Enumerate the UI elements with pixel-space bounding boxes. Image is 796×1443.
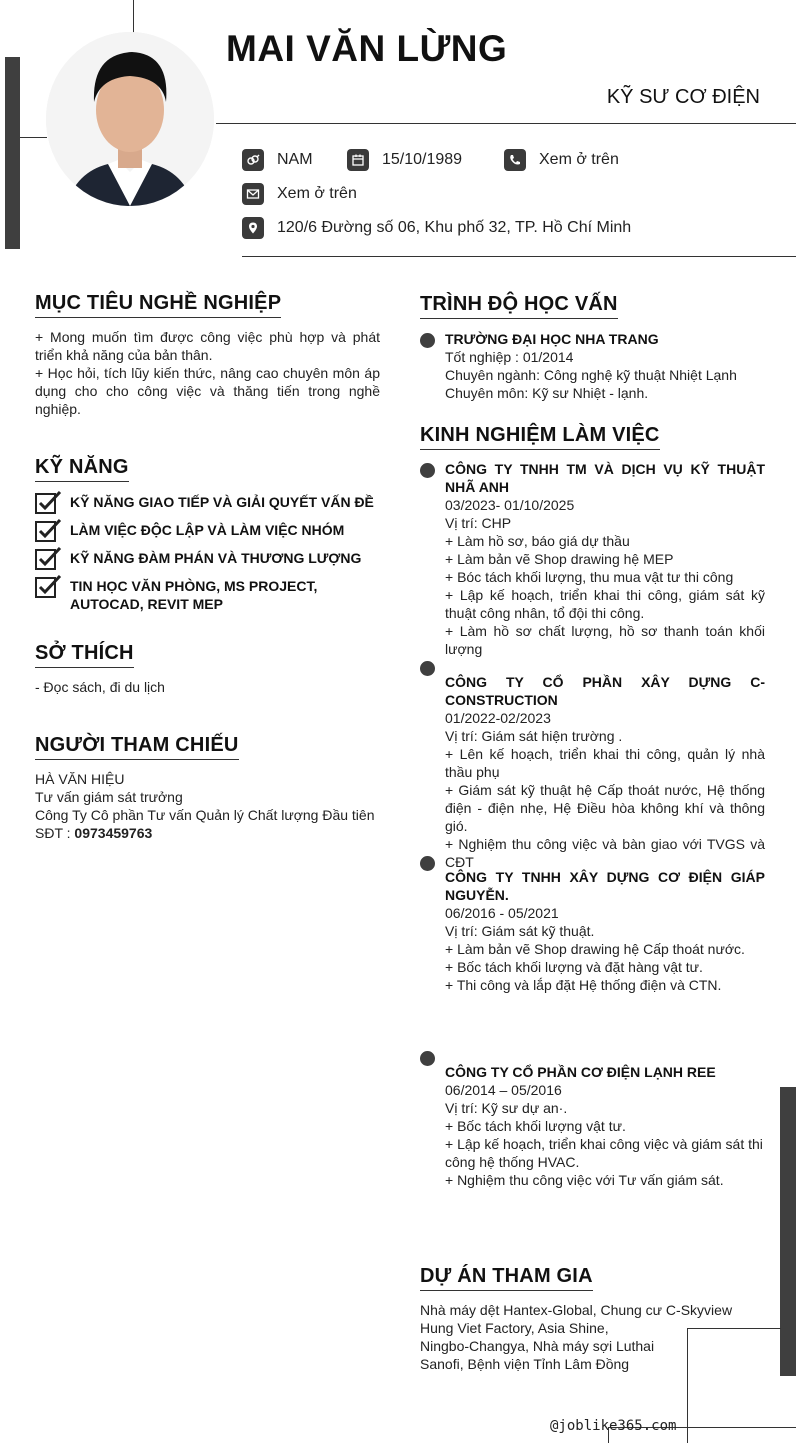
checkbox-icon bbox=[35, 491, 62, 514]
job-line: + Làm hồ sơ, báo giá dự thầu bbox=[445, 533, 630, 549]
job-line: + Làm bản vẽ Shop drawing hệ MEP bbox=[445, 551, 674, 567]
skill-item bbox=[35, 493, 385, 514]
objective-text bbox=[35, 328, 380, 418]
experience-heading: KINH NGHIỆM LÀM VIỆC bbox=[420, 424, 660, 450]
job-line: + Giám sát kỹ thuật hệ Cấp thoát nước, Hệ thống điện - điện nhẹ, Hệ Điều hòa không khí và thông gió. bbox=[445, 782, 765, 834]
job-period: 06/2014 – 05/2016 bbox=[445, 1082, 562, 1098]
email-icon bbox=[242, 183, 264, 205]
timeline-dot bbox=[420, 856, 435, 871]
job-line: Vị trí: CHP bbox=[445, 515, 512, 531]
hobbies-text: - Đọc sách, đi du lịch bbox=[35, 679, 165, 695]
reference-heading: NGƯỜI THAM CHIẾU bbox=[35, 734, 239, 760]
phone-icon bbox=[504, 149, 526, 171]
left-horizontal-line bbox=[20, 137, 47, 138]
calendar-icon bbox=[347, 149, 369, 171]
job-line: + Lập kế hoạch, triển khai thi công, giám sát kỹ thuật công nhân, tổ đội thi công. bbox=[445, 587, 765, 621]
reference-position: Tư vấn giám sát trưởng bbox=[35, 789, 183, 805]
objective-line-1: + Mong muốn tìm được công việc phù hợp và phát triển khả năng của bản thân. bbox=[35, 329, 380, 363]
timeline-dot bbox=[420, 661, 435, 676]
phone-value: Xem ở trên bbox=[539, 151, 619, 168]
hobbies-heading: SỞ THÍCH bbox=[35, 642, 134, 668]
phone-item bbox=[504, 149, 619, 171]
reference-phone-label: SĐT : bbox=[35, 825, 75, 841]
job-line: Vị trí: Giám sát hiện trường . bbox=[445, 728, 623, 744]
checkbox-icon bbox=[35, 519, 62, 542]
graduation: Tốt nghiệp : 01/2014 bbox=[445, 349, 574, 365]
job-entry bbox=[445, 1063, 765, 1189]
job-line: + Nghiệm thu công việc với Tư vấn giám sát. bbox=[445, 1172, 724, 1188]
location-icon bbox=[242, 217, 264, 239]
info-row-2 bbox=[242, 183, 357, 205]
job-title: KỸ SƯ CƠ ĐIỆN bbox=[606, 86, 760, 108]
checkbox-icon bbox=[35, 575, 62, 598]
info-row-3 bbox=[242, 217, 631, 239]
header-divider-bottom bbox=[242, 256, 796, 257]
gender-item bbox=[242, 149, 347, 171]
gender-icon bbox=[242, 149, 264, 171]
job-company: CÔNG TY TNHH TM VÀ DỊCH VỤ KỸ THUẬT NHÃ ANH bbox=[445, 461, 765, 495]
reference-phone: 0973459763 bbox=[74, 825, 153, 841]
job-entry bbox=[445, 673, 765, 871]
education-heading: TRÌNH ĐỘ HỌC VẤN bbox=[420, 293, 618, 319]
job-entry bbox=[445, 460, 765, 658]
watermark: @joblike365.com bbox=[550, 1418, 677, 1434]
timeline-dot bbox=[420, 333, 435, 348]
candidate-name: MAI VĂN LỪNG bbox=[226, 28, 508, 69]
objective-heading: MỤC TIÊU NGHỀ NGHIỆP bbox=[35, 292, 281, 318]
skill-item bbox=[35, 521, 385, 542]
specialty: Chuyên môn: Kỹ sư Nhiệt - lạnh. bbox=[445, 385, 649, 401]
projects-heading: DỰ ÁN THAM GIA bbox=[420, 1265, 593, 1291]
job-line: + Bốc tách khối lượng vật tư. bbox=[445, 1118, 626, 1134]
education-entry bbox=[445, 330, 765, 402]
job-period: 03/2023- 01/10/2025 bbox=[445, 497, 575, 513]
project-line: Sanofi, Bệnh viện Tỉnh Lâm Đồng bbox=[420, 1356, 630, 1372]
job-period: 01/2022-02/2023 bbox=[445, 710, 551, 726]
right-accent-bar bbox=[780, 1087, 796, 1376]
checkbox-icon bbox=[35, 547, 62, 570]
reference-block bbox=[35, 770, 395, 842]
skill-item bbox=[35, 577, 385, 613]
reference-phone-row bbox=[35, 824, 395, 842]
job-line: + Bóc tách khối lượng, thu mua vật tư thi công bbox=[445, 569, 734, 585]
project-line: Nhà máy dệt Hantex-Global, Chung cư C-Skyview bbox=[420, 1302, 733, 1318]
job-line: + Nghiệm thu công việc và bàn giao với TVGS và CĐT bbox=[445, 836, 765, 870]
job-line: Vị trí: Giám sát kỹ thuật. bbox=[445, 923, 595, 939]
job-line: + Lập kế hoạch, triển khai công việc và giám sát thi công hệ thống HVAC. bbox=[445, 1136, 763, 1170]
info-row-1 bbox=[242, 149, 619, 171]
gender-value: NAM bbox=[277, 151, 313, 168]
reference-name: HÀ VĂN HIỆU bbox=[35, 771, 125, 787]
school-name: TRƯỜNG ĐẠI HỌC NHA TRANG bbox=[445, 331, 659, 347]
major: Chuyên ngành: Công nghệ kỹ thuật Nhiệt Lạnh bbox=[445, 367, 737, 383]
job-line: + Làm bản vẽ Shop drawing hệ Cấp thoát nước. bbox=[445, 941, 745, 957]
birthdate-value: 15/10/1989 bbox=[382, 151, 463, 168]
job-entry bbox=[445, 868, 765, 994]
skills-heading: KỸ NĂNG bbox=[35, 456, 129, 482]
skill-label: KỸ NĂNG GIAO TIẾP VÀ GIẢI QUYẾT VẤN ĐỀ bbox=[70, 494, 374, 510]
job-line: Vị trí: Kỹ sư dự an·. bbox=[445, 1100, 568, 1116]
job-line: + Thi công và lắp đặt Hệ thống điện và CTN. bbox=[445, 977, 722, 993]
objective-line-2: + Học hỏi, tích lũy kiến thức, nâng cao chuyên môn áp dụng cho cho công việc và thăng tiến trong nghề nghiệp. bbox=[35, 365, 380, 417]
left-accent-bar bbox=[5, 57, 20, 249]
header-divider-top bbox=[216, 123, 796, 124]
timeline-dot bbox=[420, 1051, 435, 1066]
email-value: Xem ở trên bbox=[277, 185, 357, 202]
avatar bbox=[46, 32, 214, 206]
skill-label: LÀM VIỆC ĐỘC LẬP VÀ LÀM VIỆC NHÓM bbox=[70, 522, 345, 538]
skill-label: TIN HỌC VĂN PHÒNG, MS PROJECT, AUTOCAD, REVIT MEP bbox=[70, 578, 318, 612]
job-line: + Lên kế hoạch, triển khai thi công, quản lý nhà thầu phụ bbox=[445, 746, 765, 780]
project-line: Hung Viet Factory, Asia Shine, bbox=[420, 1320, 609, 1336]
skill-label: KỸ NĂNG ĐÀM PHÁN VÀ THƯƠNG LƯỢNG bbox=[70, 550, 362, 566]
skill-item bbox=[35, 549, 385, 570]
top-vertical-line bbox=[133, 0, 134, 36]
timeline-dot bbox=[420, 463, 435, 478]
project-line: Ningbo-Changya, Nhà máy sợi Luthai bbox=[420, 1338, 655, 1354]
job-company: CÔNG TY CỔ PHẦN XÂY DỰNG C-CONSTRUCTION bbox=[445, 674, 765, 708]
job-company: CÔNG TY TNHH XÂY DỰNG CƠ ĐIỆN GIÁP NGUYỄN. bbox=[445, 869, 765, 903]
job-line: + Bốc tách khối lượng và đặt hàng vật tư. bbox=[445, 959, 703, 975]
job-period: 06/2016 - 05/2021 bbox=[445, 905, 559, 921]
address-value: 120/6 Đường số 06, Khu phố 32, TP. Hồ Chí Minh bbox=[277, 219, 632, 236]
job-line: + Làm hồ sơ chất lượng, hồ sơ thanh toán khối lượng bbox=[445, 623, 765, 657]
job-company: CÔNG TY CỔ PHẦN CƠ ĐIỆN LẠNH REE bbox=[445, 1064, 716, 1080]
reference-company: Công Ty Cô phần Tư vấn Quản lý Chất lượng Đầu tiên bbox=[35, 807, 375, 823]
birthdate-item bbox=[347, 149, 504, 171]
projects-list bbox=[420, 1301, 760, 1373]
